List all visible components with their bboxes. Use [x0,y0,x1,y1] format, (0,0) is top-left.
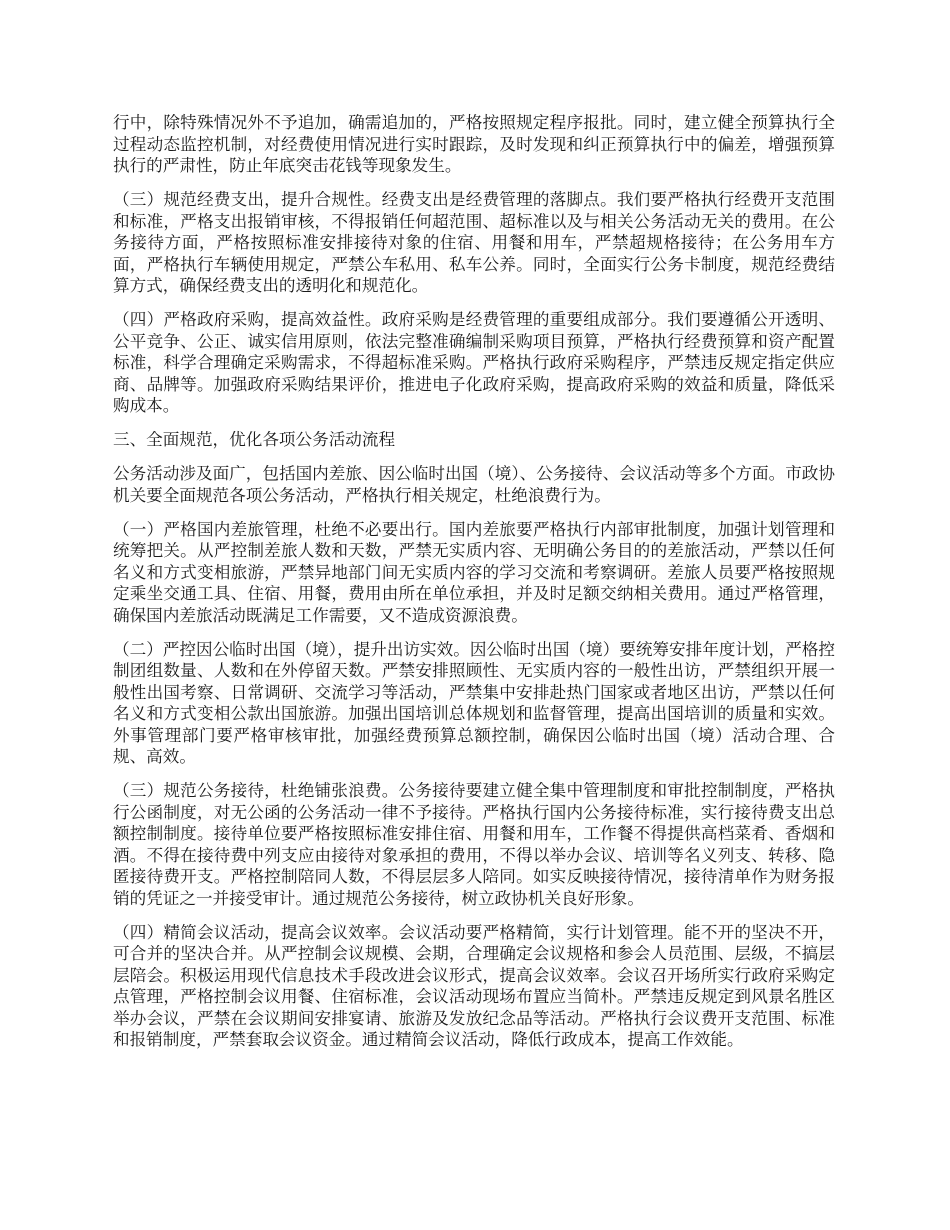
paragraph-domestic-travel: （一）严格国内差旅管理，杜绝不必要出行。国内差旅要严格执行内部审批制度，加强计划管理和统筹把关。从严控制差旅人数和天数，严禁无实质内容、无明确公务目的的差旅活动，严禁以任何名义和方式变相旅游，严禁异地部门间无实质内容的学习交流和考察调研。差旅人员要严格按照规定乘坐交通工具、住宿、用餐，费用由所在单位承担，并及时足额交纳相关费用。通过严格管理，确保国内差旅活动既满足工作需要，又不造成资源浪费。 [113,519,835,625]
paragraph-government-procurement: （四）严格政府采购，提高效益性。政府采购是经费管理的重要组成部分。我们要遵循公开透明、公平竞争、公正、诚实信用原则，依法完整准确编制采购项目预算，严格执行经费预算和资产配置标准，科学合理确定采购需求，不得超标准采购。严格执行政府采购程序，严禁违反规定指定供应商、品牌等。加强政府采购结果评价，推进电子化政府采购，提高政府采购的效益和质量，降低采购成本。 [113,310,835,415]
paragraph-official-reception: （三）规范公务接待，杜绝铺张浪费。公务接待要建立健全集中管理制度和审批控制制度，严格执行公函制度，对无公函的公务活动一律不予接待。严格执行国内公务接待标准，实行接待费支出总额控制制度。接待单位要严格按照标准安排住宿、用餐和用车，工作餐不得提供高档菜肴、香烟和酒。不得在接待费中列支应由接待对象承担的费用，不得以举办会议、培训等名义列支、转移、隐匿接待费开支。严格控制陪同人数，不得层层多人陪同。如实反映接待情况，接待清单作为财务报销的凭证之一并接受审计。通过规范公务接待，树立政协机关良好形象。 [113,781,835,908]
paragraph-section-intro: 公务活动涉及面广，包括国内差旅、因公临时出国（境）、公务接待、会议活动等多个方面。市政协机关要全面规范各项公务活动，严格执行相关规定，杜绝浪费行为。 [113,464,835,505]
paragraph-meeting-activities: （四）精简会议活动，提高会议效率。会议活动要严格精简，实行计划管理。能不开的坚决不开，可合并的坚决合并。从严控制会议规模、会期，合理确定会议规格和参会人员范围、层级，不搞层层陪会。积极运用现代信息技术手段改进会议形式，提高会议效率。会议召开场所实行政府采购定点管理，严格控制会议用餐、住宿标准，会议活动现场布置应当简朴。严禁违反规定到风景名胜区举办会议，严禁在会议期间安排宴请、旅游及发放纪念品等活动。严格执行会议费开支范围、标准和报销制度，严禁套取会议资金。通过精简会议活动，降低行政成本，提高工作效能。 [113,922,835,1049]
paragraph-overseas-trips: （二）严控因公临时出国（境），提升出访实效。因公临时出国（境）要统筹安排年度计划，严格控制团组数量、人数和在外停留天数。严禁安排照顾性、无实质内容的一般性出访，严禁组织开展一般性出国考察、日常调研、交流学习等活动，严禁集中安排赴热门国家或者地区出访，严禁以任何名义和方式变相公款出国旅游。加强出国培训总体规划和监督管理，提高出国培训的质量和实效。外事管理部门要严格审核审批，加强经费预算总额控制，确保因公临时出国（境）活动合理、合规、高效。 [113,639,835,766]
paragraph-budget-execution-continued: 行中，除特殊情况外不予追加，确需追加的，严格按照规定程序报批。同时，建立健全预算执行全过程动态监控机制，对经费使用情况进行实时跟踪，及时发现和纠正预算执行中的偏差，增强预算执行的严肃性，防止年底突击花钱等现象发生。 [113,113,835,175]
paragraph-expenditure-standards: （三）规范经费支出，提升合规性。经费支出是经费管理的落脚点。我们要严格执行经费开支范围和标准，严格支出报销审核，不得报销任何超范围、超标准以及与相关公务活动无关的费用。在公务接待方面，严格按照标准安排接待对象的住宿、用餐和用车，严禁超规格接待；在公务用车方面，严格执行车辆使用规定，严禁公车私用、私车公养。同时，全面实行公务卡制度，规范经费结算方式，确保经费支出的透明化和规范化。 [113,190,835,295]
document-page [113,112,835,1063]
section-heading-official-activities: 三、全面规范，优化各项公务活动流程 [113,430,396,449]
